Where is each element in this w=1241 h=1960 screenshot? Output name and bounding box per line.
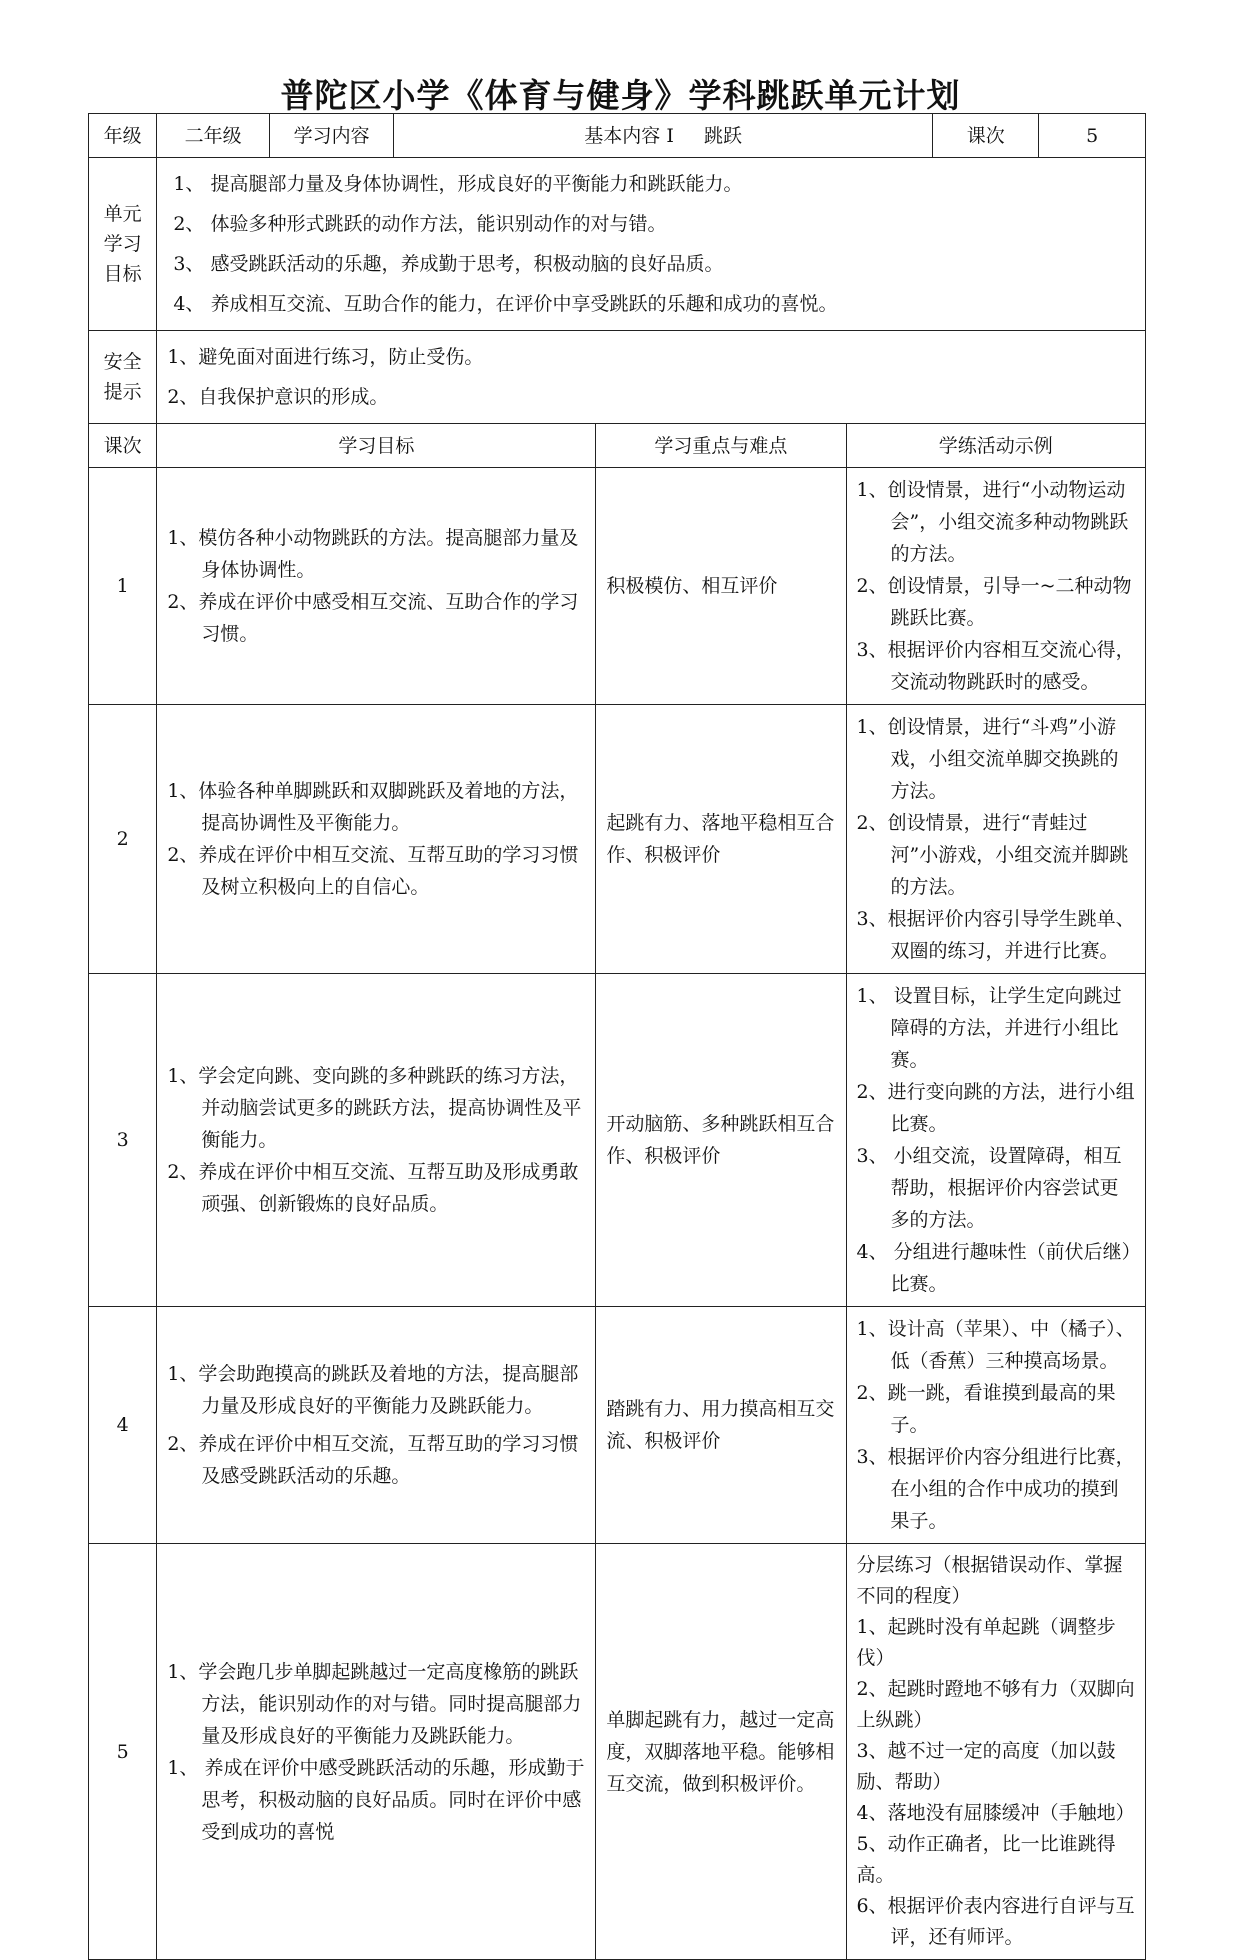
page-title: 普陀区小学《体育与健身》学科跳跃单元计划 [280, 76, 961, 115]
unit-goal-item: 3、 感受跳跃活动的乐趣，养成勤于思考，积极动脑的良好品质。 [173, 253, 724, 275]
activity-item: 2、跳一跳，看谁摸到最高的果子。 [856, 1382, 1116, 1436]
activities-intro: 分层练习（根据错误动作、掌握不同的程度） [856, 1554, 1123, 1607]
objective-item: 1、体验各种单脚跳跃和双脚跳跃及着地的方法，提高协调性及平衡能力。 [167, 780, 579, 834]
objective-item: 2、养成在评价中相互交流、互帮互助的学习习惯及树立积极向上的自信心。 [167, 844, 579, 898]
safety-label: 安全提示 [89, 331, 157, 424]
activity-item: 2、进行变向跳的方法，进行小组比赛。 [856, 1081, 1135, 1135]
unit-goals-label: 单元学习目标 [89, 158, 157, 331]
unit-goal-item: 2、 体验多种形式跳跃的动作方法，能识别动作的对与错。 [173, 213, 667, 235]
content-label: 学习内容 [269, 114, 394, 158]
lesson-number: 2 [89, 705, 157, 974]
activity-item: 3、 小组交流，设置障碍，相互帮助，根据评价内容尝试更多的方法。 [856, 1145, 1122, 1231]
lesson-focus: 踏跳有力、用力摸高相互交流、积极评价 [596, 1307, 846, 1544]
activity-item: 2、创设情景，进行“青蛙过河”小游戏，小组交流并脚跳的方法。 [856, 812, 1129, 898]
lesson-objectives [157, 468, 596, 705]
objective-item: 1、学会助跑摸高的跳跃及着地的方法，提高腿部力量及形成良好的平衡能力及跳跃能力。 [167, 1363, 579, 1417]
activity-item: 1、创设情景，进行“斗鸡”小游戏，小组交流单脚交换跳的方法。 [856, 716, 1119, 802]
activity-item: 4、落地没有屈膝缓冲（手触地） [856, 1802, 1135, 1824]
lesson-objectives [157, 705, 596, 974]
safety-item: 2、自我保护意识的形成。 [167, 386, 389, 408]
table-row [89, 1544, 1146, 1960]
lesson-number: 1 [89, 468, 157, 705]
activity-item: 3、越不过一定的高度（加以鼓励、帮助） [856, 1740, 1116, 1793]
lesson-activities [846, 1544, 1145, 1960]
column-header-activities: 学练活动示例 [846, 424, 1145, 468]
activity-item: 6、根据评价表内容进行自评与互评，还有师评。 [856, 1895, 1135, 1948]
activity-item: 4、 分组进行趣味性（前伏后继）比赛。 [856, 1241, 1132, 1295]
unit-goals-row [89, 158, 1146, 331]
table-row [89, 974, 1146, 1307]
activity-item: 3、根据评价内容分组进行比赛，在小组的合作中成功的摸到果子。 [856, 1446, 1135, 1532]
objective-item: 1、 养成在评价中感受跳跃活动的乐趣，形成勤于思考，积极动脑的良好品质。同时在评价中感受到成功的喜悦 [167, 1756, 585, 1843]
safety-row [89, 331, 1146, 424]
lesson-number: 5 [89, 1544, 157, 1960]
lesson-number: 4 [89, 1307, 157, 1544]
objective-item: 1、学会跑几步单脚起跳越过一定高度橡筋的跳跃方法，能识别动作的对与错。同时提高腿部力量及形成良好的平衡能力及跳跃能力。 [167, 1660, 582, 1747]
activity-item: 1、创设情景，进行“小动物运动会”，小组交流多种动物跳跃的方法。 [856, 479, 1129, 565]
column-header-objectives: 学习目标 [157, 424, 596, 468]
activity-item: 1、设计高（苹果）、中（橘子）、低（香蕉）三种摸高场景。 [856, 1318, 1135, 1372]
header-row [89, 114, 1146, 158]
safety-item: 1、避免面对面进行练习，防止受伤。 [167, 346, 484, 368]
lesson-focus: 单脚起跳有力，越过一定高度，双脚落地平稳。能够相互交流，做到积极评价。 [596, 1544, 846, 1960]
unit-goal-item: 4、 养成相互交流、互助合作的能力，在评价中享受跳跃的乐趣和成功的喜悦。 [173, 293, 838, 315]
lesson-activities [846, 468, 1145, 705]
content-value: 基本内容 I 跳跃 [394, 114, 933, 158]
lesson-objectives [157, 974, 596, 1307]
activity-item: 1、起跳时没有单起跳（调整步伐） [856, 1616, 1116, 1669]
grade-label: 年级 [89, 114, 157, 158]
safety-cell [157, 331, 1146, 424]
objective-item: 2、养成在评价中相互交流、互帮互助及形成勇敢顽强、创新锻炼的良好品质。 [167, 1161, 579, 1215]
unit-goals-list [167, 164, 1135, 324]
column-header-focus: 学习重点与难点 [596, 424, 846, 468]
grade-value: 二年级 [157, 114, 270, 158]
lesson-focus: 积极模仿、相互评价 [596, 468, 846, 705]
objective-item: 1、学会定向跳、变向跳的多种跳跃的练习方法，并动脑尝试更多的跳跃方法，提高协调性及平衡能力。 [167, 1065, 582, 1151]
unit-goal-item: 1、 提高腿部力量及身体协调性，形成良好的平衡能力和跳跃能力。 [173, 173, 743, 195]
table-row [89, 1307, 1146, 1544]
activity-item: 2、创设情景，引导一~二种动物跳跃比赛。 [856, 575, 1132, 629]
objective-item: 1、模仿各种小动物跳跃的方法。提高腿部力量及身体协调性。 [167, 527, 579, 581]
lesson-objectives [157, 1307, 596, 1544]
table-row [89, 705, 1146, 974]
unit-goals-cell [157, 158, 1146, 331]
objective-item: 2、养成在评价中相互交流，互帮互助的学习习惯及感受跳跃活动的乐趣。 [167, 1433, 579, 1487]
column-header-lesson: 课次 [89, 424, 157, 468]
lesson-focus: 起跳有力、落地平稳相互合作、积极评价 [596, 705, 846, 974]
activity-item: 2、起跳时蹬地不够有力（双脚向上纵跳） [856, 1678, 1135, 1731]
lesson-focus: 开动脑筋、多种跳跃相互合作、积极评价 [596, 974, 846, 1307]
column-header-row [89, 424, 1146, 468]
activity-item: 3、根据评价内容引导学生跳单、双圈的练习，并进行比赛。 [856, 908, 1135, 962]
objective-item: 2、养成在评价中感受相互交流、互助合作的学习习惯。 [167, 591, 579, 645]
lesson-activities [846, 974, 1145, 1307]
lesson-number: 3 [89, 974, 157, 1307]
activity-item: 3、根据评价内容相互交流心得，交流动物跳跃时的感受。 [856, 639, 1135, 693]
lesson-activities [846, 1307, 1145, 1544]
lesson-count-label: 课次 [932, 114, 1039, 158]
table-row [89, 468, 1146, 705]
lesson-count-value: 5 [1039, 114, 1146, 158]
unit-plan-table [88, 113, 1146, 1960]
safety-list [167, 337, 1135, 417]
activity-item: 5、动作正确者，比一比谁跳得高。 [856, 1833, 1116, 1886]
lesson-objectives [157, 1544, 596, 1960]
activity-item: 1、 设置目标，让学生定向跳过障碍的方法，并进行小组比赛。 [856, 985, 1122, 1071]
lesson-activities [846, 705, 1145, 974]
